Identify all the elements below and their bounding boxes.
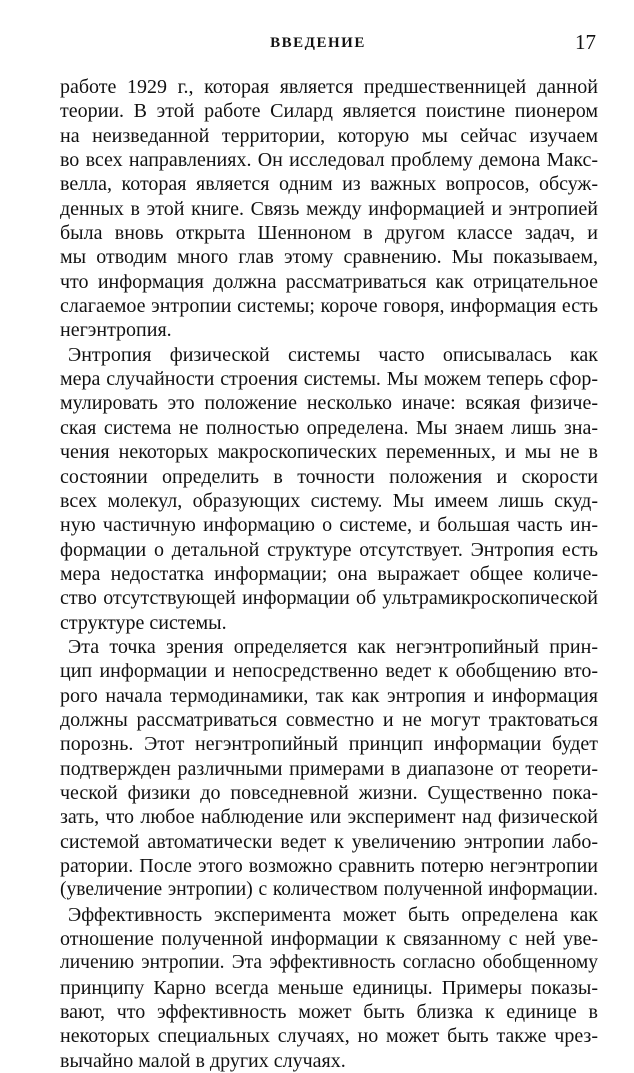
text-line: ская система не полностью определена. Мы знаем лишь зна-: [60, 416, 598, 439]
text-line: ческой физики до повседневной жизни. Существенно пока-: [60, 781, 598, 804]
running-title: ВВЕДЕНИЕ: [270, 35, 366, 51]
text-line: денных в этой книге. Связь между информацией и энтропией: [60, 197, 598, 220]
text-line: рого начала термодинамики, так как энтропия и информация: [60, 684, 598, 707]
text-line: ратории. После этого возможно сравнить потерю негэнтропии: [60, 855, 598, 877]
text-line: чения некоторых макроскопических переменных, и мы не в: [60, 441, 598, 464]
text-line: принципу Карно всегда меньше единицы. Примеры показы-: [60, 976, 598, 999]
text-line: всех молекул, образующих систему. Мы имеем лишь скуд-: [60, 489, 598, 512]
text-line: что информация должна рассматриваться как отрицательное: [60, 270, 598, 293]
text-line: должны рассматриваться совместно и не могут трактоваться: [60, 708, 598, 731]
text-line: теории. В этой работе Силард является поистине пионером: [60, 100, 598, 123]
text-line: мера случайности строения системы. Мы можем теперь сфор-: [60, 368, 598, 391]
text-line: личению энтропии. Эта эффективность согласно обобщенному: [60, 952, 598, 974]
text-line: некоторых специальных случаях, но может быть также чрез-: [60, 1025, 598, 1048]
text-line: Эта точка зрения определяется как негэнтропийный прин-: [68, 635, 598, 658]
text-line: зать, что любое наблюдение или эксперимент над физической: [60, 806, 598, 829]
body-text: [60, 75, 598, 1073]
text-line: была вновь открыта Шенноном в другом классе задач, и: [60, 222, 598, 245]
text-line: ство отсутствующей информации об ультрамикроскопической: [60, 587, 598, 610]
text-line: вычайно малой в других случаях.: [60, 1049, 346, 1072]
text-line: мулировать это положение несколько иначе: всякая физиче-: [60, 392, 598, 415]
text-line: мы отводим много глав этому сравнению. Мы показываем,: [60, 246, 598, 269]
text-line: порознь. Этот негэнтропийный принцип информации будет: [60, 733, 598, 756]
text-line: Эффективность эксперимента может быть определена как: [68, 903, 598, 926]
text-line: на неизведанной территории, которую мы сейчас изучаем: [60, 124, 598, 147]
text-line: велла, которая является одним из важных вопросов, обсуж-: [60, 173, 598, 196]
text-line: ную частичную информацию о системе, и большая часть ин-: [60, 514, 598, 537]
text-line: слагаемое энтропии системы; короче говоря, информация есть: [60, 295, 598, 318]
running-head: [40, 30, 596, 56]
text-line: структуре системы.: [60, 611, 227, 634]
page-number: 17: [575, 30, 596, 54]
text-line: вают, что эффективность может быть близка к единице в: [60, 1001, 598, 1024]
text-line: (увеличение энтропии) с количеством полученной информации.: [60, 879, 598, 901]
text-line: мера недостатка информации; она выражает общее количе-: [60, 562, 598, 585]
text-line: подтвержден различными примерами в диапазоне от теорети-: [60, 757, 598, 780]
text-line: работе 1929 г., которая является предшественницей данной: [60, 76, 598, 98]
text-line: отношение полученной информации к связанному с ней уве-: [60, 928, 598, 951]
text-line: системой автоматически ведет к увеличению энтропии лабо-: [60, 830, 598, 853]
text-line: состоянии определить в точности положения и скорости: [60, 465, 598, 488]
text-line: формации о детальной структуре отсутствует. Энтропия есть: [60, 538, 598, 561]
text-line: цип информации и непосредственно ведет к обобщению вто-: [60, 660, 598, 683]
text-line: во всех направлениях. Он исследовал проблему демона Макс-: [60, 149, 598, 172]
text-line: негэнтропия.: [60, 319, 172, 342]
text-line: Энтропия физической системы часто описывалась как: [68, 343, 598, 366]
